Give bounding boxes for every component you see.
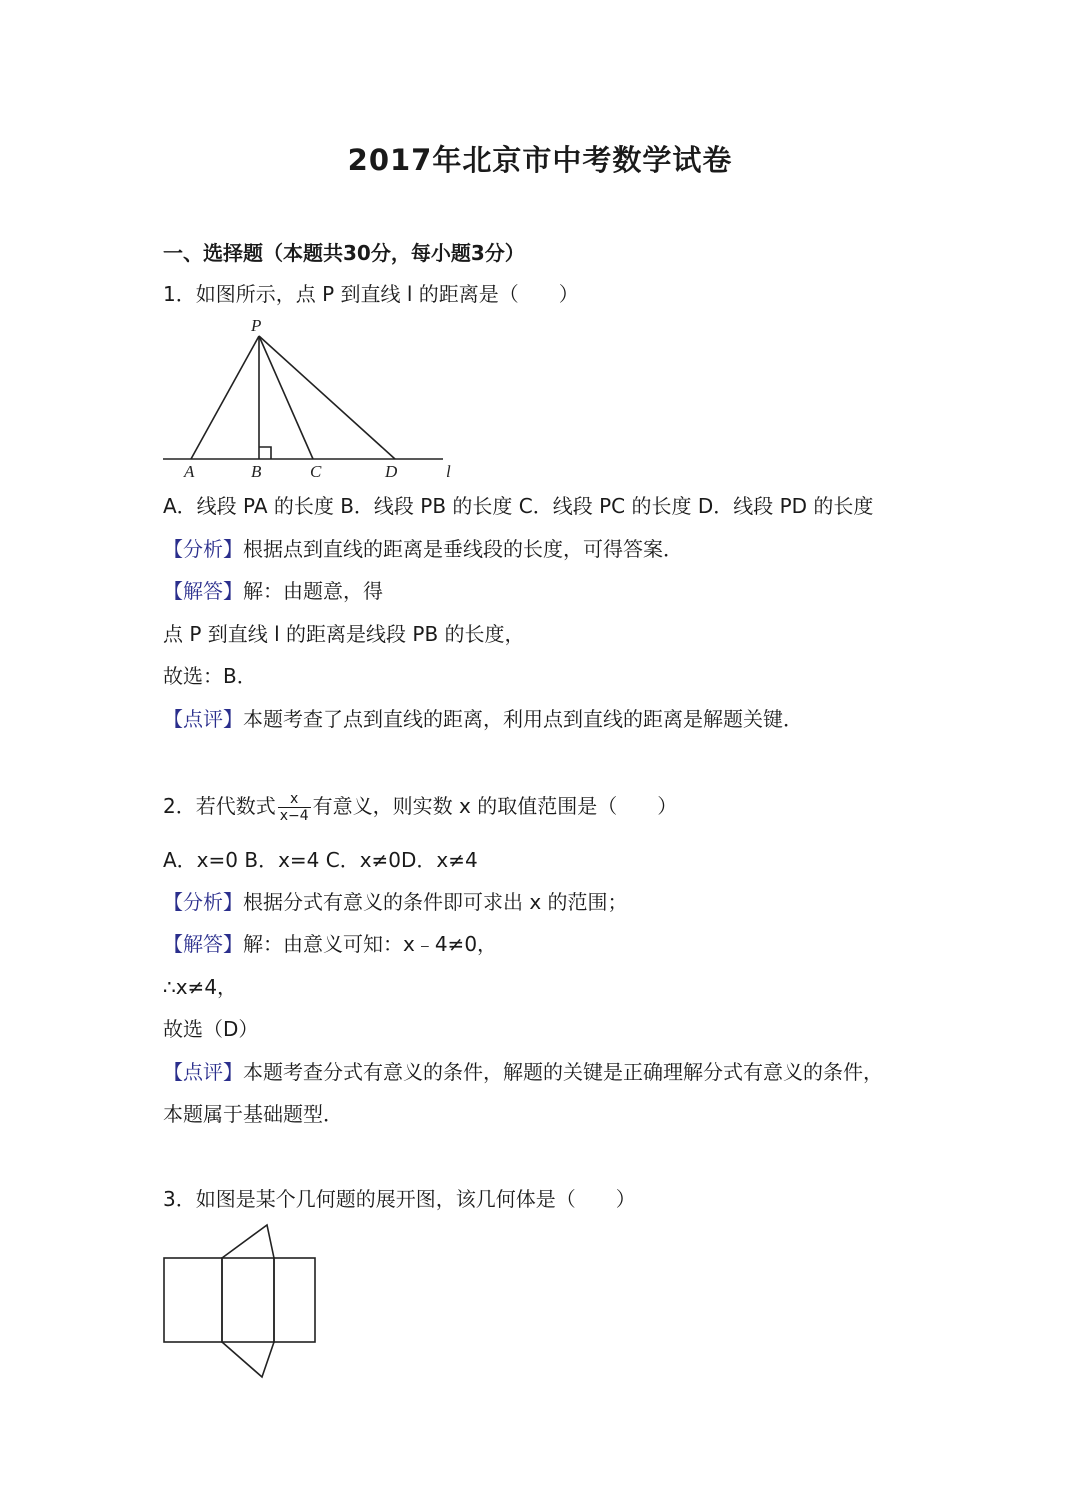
analysis-text: 根据点到直线的距离是垂线段的长度，可得答案．: [243, 537, 683, 561]
q1-choice: 故选：B．: [163, 664, 257, 688]
net-rect-middle: [222, 1258, 274, 1342]
q2-choice: 故选（D）: [163, 1017, 259, 1041]
label-a: A: [184, 462, 195, 481]
q2-comment-line2: 本题属于基础题型．: [163, 1102, 343, 1126]
comment-tag: 【点评】: [163, 707, 243, 731]
comment-text: 本题考查分式有意义的条件，解题的关键是正确理解分式有意义的条件，: [243, 1060, 883, 1084]
answer-tag: 【解答】: [163, 579, 243, 603]
q1-figure: [158, 314, 458, 482]
q2-answer-line2: ∴x≠4，: [163, 975, 238, 999]
section-heading: 一、选择题（本题共30分，每小题3分）: [163, 241, 525, 265]
q2-stem: [163, 791, 677, 824]
label-d: D: [385, 462, 398, 481]
comment-text: 本题考查了点到直线的距离，利用点到直线的距离是解题关键．: [243, 707, 803, 731]
q2-options: A．x=0 B．x=4 C．x≠0D．x≠4: [163, 848, 478, 872]
q2-analysis: [163, 888, 628, 916]
analysis-tag: 【分析】: [163, 537, 243, 561]
net-triangle-top: [222, 1225, 274, 1258]
q1-comment: [163, 705, 803, 733]
fraction-denominator: x−4: [279, 808, 309, 824]
segment-pc: [259, 336, 313, 459]
q2-answer: [163, 930, 497, 958]
segment-pd: [259, 336, 395, 459]
analysis-tag: 【分析】: [163, 890, 243, 914]
q1-options: A．线段 PA 的长度 B．线段 PB 的长度 C．线段 PC 的长度 D．线段 PD 的长度: [163, 494, 874, 518]
q3-stem: 3．如图是某个几何题的展开图，该几何体是（ ）: [163, 1187, 636, 1211]
q1-answer-line2: 点 P 到直线 l 的距离是线段 PB 的长度，: [163, 622, 525, 646]
label-c: C: [310, 462, 322, 481]
label-b: B: [251, 462, 262, 481]
q1-stem: 1．如图所示，点 P 到直线 l 的距离是（ ）: [163, 282, 579, 306]
q1-analysis: [163, 535, 683, 563]
comment-tag: 【点评】: [163, 1060, 243, 1084]
label-p: P: [251, 316, 262, 335]
fraction: [278, 791, 311, 824]
fraction-numerator: x: [278, 791, 311, 808]
net-rect-right: [274, 1258, 315, 1342]
right-angle-mark: [259, 447, 271, 459]
answer-text: 解：由意义可知：x﹣4≠0，: [243, 932, 498, 956]
q2-stem-end: 有意义，则实数 x 的取值范围是（ ）: [312, 794, 678, 818]
net-rect-left: [164, 1258, 222, 1342]
answer-text: 解：由题意，得: [243, 579, 383, 603]
q1-answer: [163, 577, 383, 605]
segment-pa: [191, 336, 259, 459]
q2-comment: [163, 1058, 883, 1086]
net-triangle-bottom: [222, 1342, 274, 1377]
page-title: 2017年北京市中考数学试卷: [347, 143, 733, 177]
q3-net-figure: [160, 1222, 320, 1382]
label-l: l: [446, 462, 451, 481]
analysis-text: 根据分式有意义的条件即可求出 x 的范围；: [243, 890, 628, 914]
q2-stem-start: 2．若代数式: [163, 794, 276, 818]
answer-tag: 【解答】: [163, 932, 243, 956]
